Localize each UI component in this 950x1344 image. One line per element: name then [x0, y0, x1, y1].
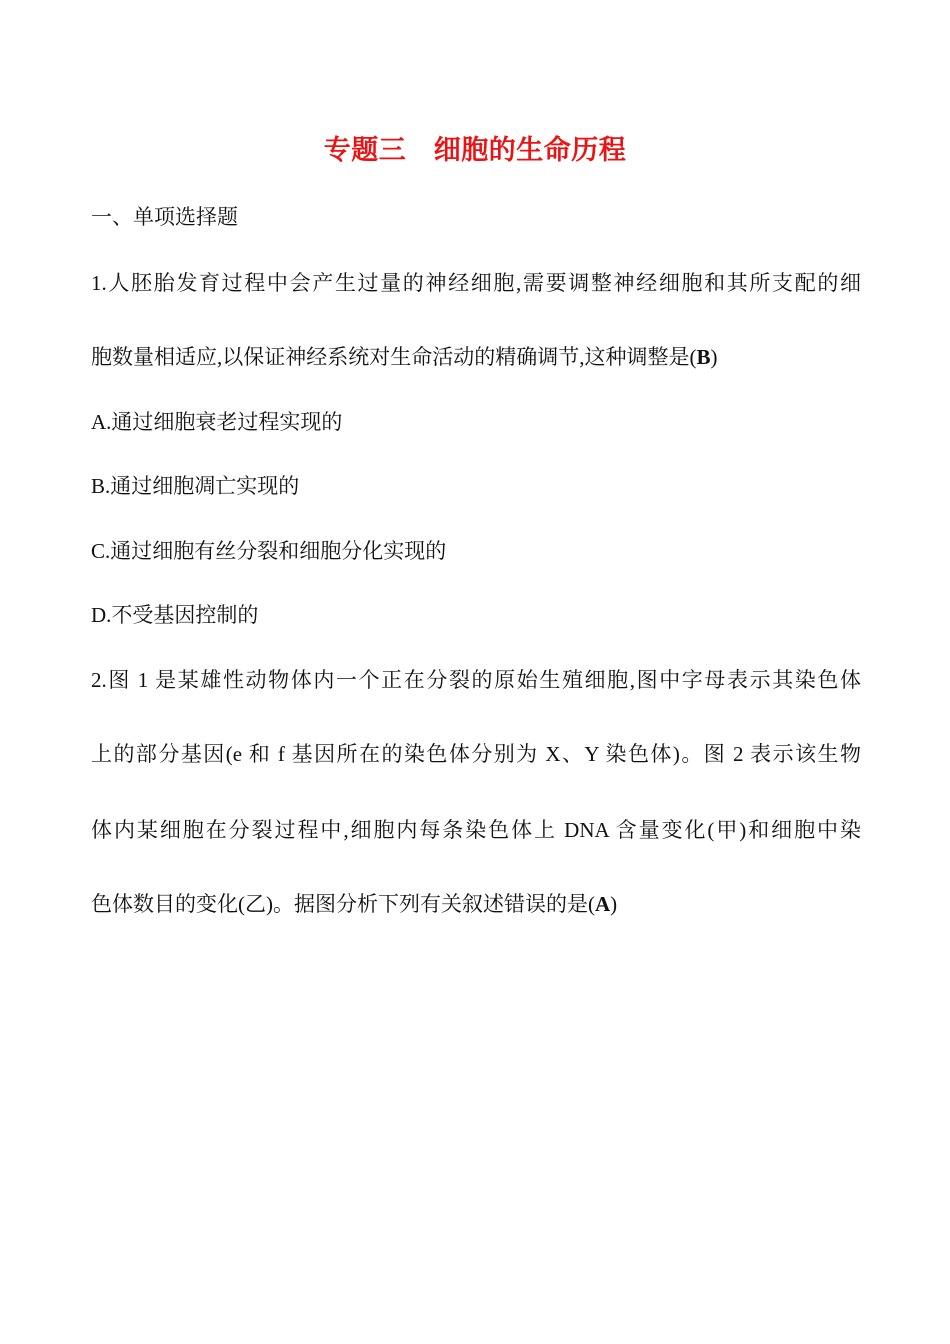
- page-title: 专题三 细胞的生命历程: [323, 135, 627, 166]
- question-2-stem-line-1: 2.图 1 是某雄性动物体内一个正在分裂的原始生殖细胞,图中字母表示其染色体: [91, 668, 861, 692]
- question-1-stem-line-1: 1.人胚胎发育过程中会产生过量的神经细胞,需要调整神经细胞和其所支配的细: [91, 271, 861, 295]
- question-2-stem-end: ): [610, 892, 618, 916]
- question-1-answer: B: [696, 345, 711, 369]
- question-1-option-a: A.通过细胞衰老过程实现的: [91, 410, 343, 434]
- question-1-stem-text: 胞数量相适应,以保证神经系统对生命活动的精确调节,这种调整是(: [91, 345, 697, 369]
- question-1-option-d: D.不受基因控制的: [91, 603, 259, 627]
- question-1-option-b: B.通过细胞凋亡实现的: [91, 474, 300, 498]
- question-2-stem-text: 色体数目的变化(乙)。据图分析下列有关叙述错误的是(: [91, 892, 595, 916]
- question-1-stem-line-2: [91, 342, 718, 372]
- question-2-stem-line-3: 体内某细胞在分裂过程中,细胞内每条染色体上 DNA 含量变化(甲)和细胞中染: [91, 818, 861, 842]
- question-2-answer: A: [594, 892, 611, 916]
- question-2-stem-line-4: [91, 889, 617, 919]
- question-2-stem-line-2: 上的部分基因(e 和 f 基因所在的染色体分别为 X、Y 染色体)。图 2 表示该生物: [91, 742, 861, 766]
- question-1-option-c: C.通过细胞有丝分裂和细胞分化实现的: [91, 539, 447, 563]
- question-1-stem-end: ): [710, 345, 718, 369]
- section-heading: 一、单项选择题: [91, 205, 238, 229]
